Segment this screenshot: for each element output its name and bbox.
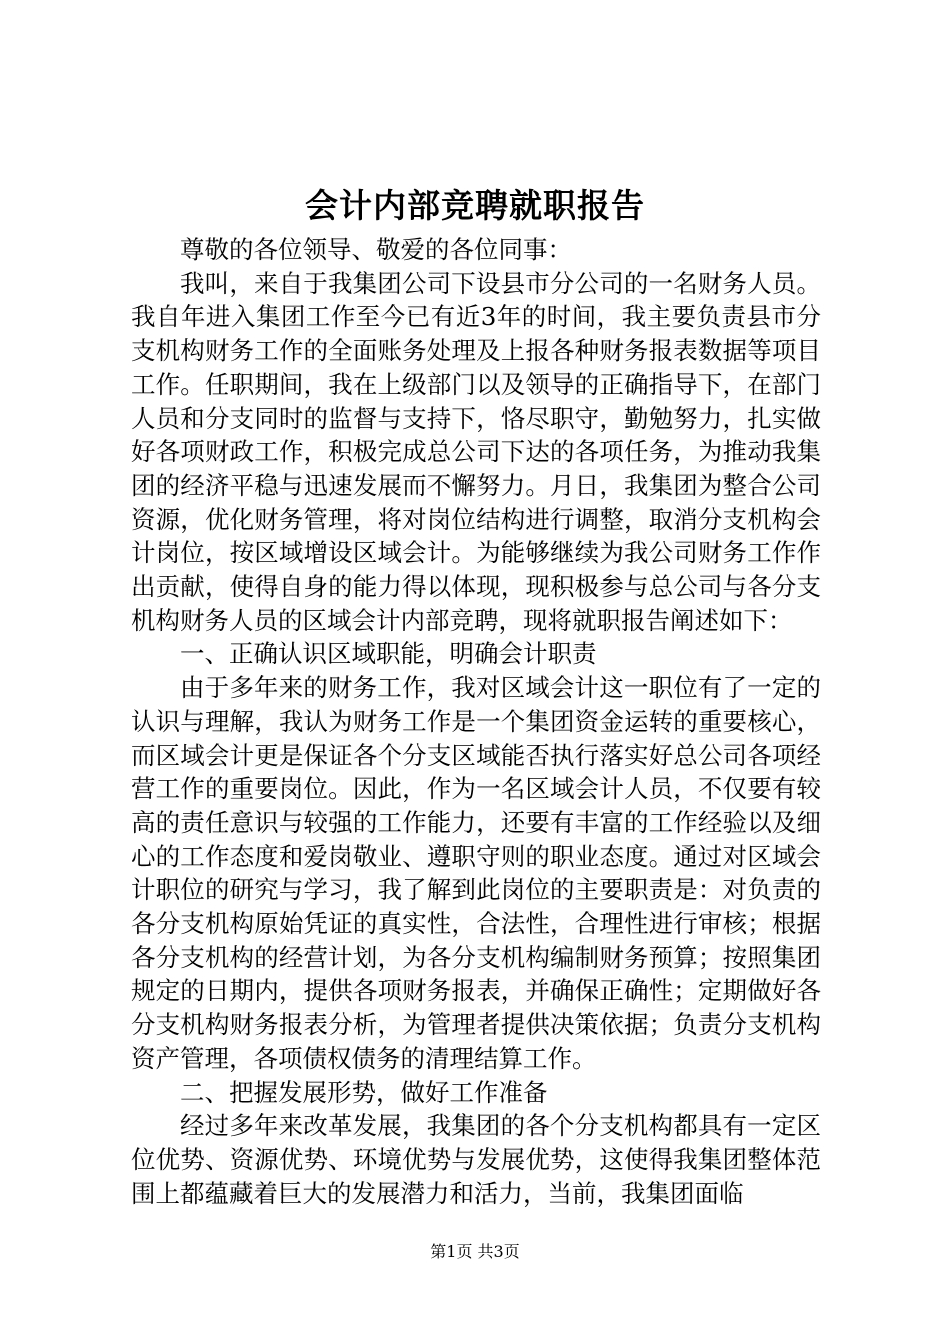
paragraph-section-1: 由于多年来的财务工作，我对区域会计这一职位有了一定的认识与理解，我认为财务工作是一个集团资金运转的重要核心，而区域会计更是保证各个分支区域能否执行落实好总公司各项经营工作的重要岗位。因此，作为一名区域会计人员，不仅要有较高的责任意识与较强的工作能力，还要有丰富的工作经验以及细心的工作态度和爱岗敬业、遵职守则的职业态度。通过对区域会计职位的研究与学习，我了解到此岗位的主要职责是：对负责的各分支机构原始凭证的真实性，合法性，合理性进行审核；根据各分支机构的经营计划，为各分支机构编制财务预算；按照集团规定的日期内，提供各项财务报表，并确保正确性；定期做好各分支机构财务报表分析，为管理者提供决策依据；负责分支机构资产管理，各项债权债务的清理结算工作。 [131,673,821,1073]
page-number-footer: 第1页 共3页 [430,1242,520,1261]
paragraph-section-2: 经过多年来改革发展，我集团的各个分支机构都具有一定区位优势、资源优势、环境优势与发展优势，这使得我集团整体范围上都蕴藏着巨大的发展潜力和活力，当前，我集团面临 [131,1111,821,1208]
document-title: 会计内部竞聘就职报告 [305,186,645,225]
paragraph-introduction: 我叫，来自于我集团公司下设县市分公司的一名财务人员。我自年进入集团工作至今已有近3年的时间，我主要负责县市分支机构财务工作的全面账务处理及上报各种财务报表数据等项目工作。任职期间，我在上级部门以及领导的正确指导下，在部门人员和分支同时的监督与支持下，恪尽职守，勤勉努力，扎实做好各项财政工作，积极完成总公司下达的各项任务，为推动我集团的经济平稳与迅速发展而不懈努力。月日，我集团为整合公司资源，优化财务管理，将对岗位结构进行调整，取消分支机构会计岗位，按区域增设区域会计。为能够继续为我公司财务工作作出贡献，使得自身的能力得以体现，现积极参与总公司与各分支机构财务人员的区域会计内部竞聘，现将就职报告阐述如下： [131,268,821,635]
salutation: 尊敬的各位领导、敬爱的各位同事： [180,235,572,264]
section-heading-1: 一、正确认识区域职能，明确会计职责 [180,639,597,669]
document-body [131,233,821,1210]
section-heading-2: 二、把握发展形势，做好工作准备 [180,1077,548,1107]
